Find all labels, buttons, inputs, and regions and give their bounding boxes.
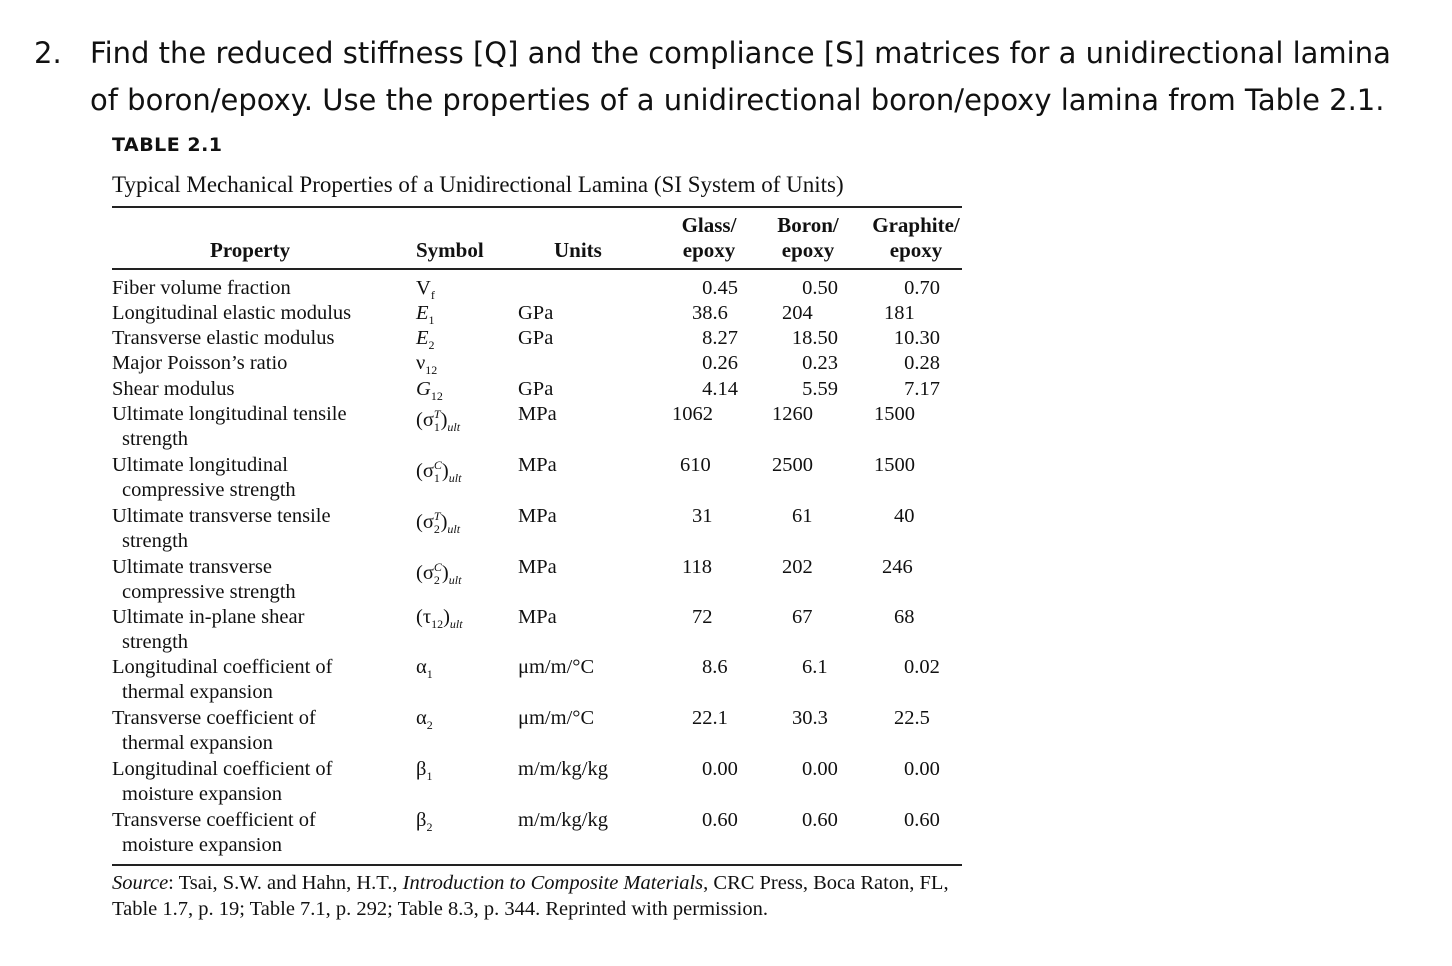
- symbol-cell: $\beta_1$: [416, 758, 433, 784]
- table-label: TABLE 2.1: [112, 134, 223, 156]
- property-cell: Fiber volume fraction: [112, 277, 291, 299]
- boron-value: 67: [792, 606, 813, 628]
- units-cell: MPa: [518, 606, 557, 628]
- property-cell: Longitudinal coefficient of moisture expansion: [112, 758, 333, 806]
- boron-value: 2500: [772, 454, 813, 476]
- header-glass-line1: Glass/: [681, 213, 737, 237]
- glass-value: 118: [682, 556, 712, 578]
- glass-value: 0.45: [702, 277, 738, 299]
- property-cell: Ultimate transverse compressive strength: [112, 556, 296, 604]
- property-cell: Longitudinal coefficient of thermal expansion: [112, 656, 333, 704]
- graphite-value: 246: [882, 556, 913, 578]
- symbol-cell: $\beta_2$: [416, 809, 433, 835]
- property-cell: Transverse elastic modulus: [112, 327, 335, 349]
- units-cell: MPa: [518, 403, 557, 425]
- graphite-value: 40: [894, 505, 915, 527]
- top-rule: [112, 206, 962, 208]
- property-cell: Ultimate in-plane shear strength: [112, 606, 305, 654]
- graphite-value: 0.28: [904, 352, 940, 374]
- problem-number: 2.: [34, 36, 62, 70]
- symbol-cell: $V_f$: [416, 277, 435, 303]
- glass-value: 0.26: [702, 352, 738, 374]
- glass-value: 4.14: [702, 378, 738, 400]
- table-source-note: Source: Tsai, S.W. and Hahn, H.T., Introduction to Composite Materials, CRC Press, Boca Raton, FL, Table 1.7, p. 19; Table 7.1, p. 292; Table 8.3, p. 344. Reprinted with permission.: [112, 872, 949, 920]
- problem-text: Find the reduced stiffness [Q] and the compliance [S] matrices for a unidirectional lamina of boron/epoxy. Use the properties of a unidirectional boron/epoxy lamina from Table 2.1.: [90, 36, 1391, 117]
- property-cell: Ultimate transverse tensile strength: [112, 505, 331, 553]
- graphite-value: 10.30: [893, 327, 940, 349]
- property-cell: Longitudinal elastic modulus: [112, 302, 352, 324]
- units-cell: m/m/kg/kg: [518, 758, 608, 780]
- header-symbol: Symbol: [416, 238, 484, 262]
- table-caption: Typical Mechanical Properties of a Unidirectional Lamina (SI System of Units): [112, 172, 844, 197]
- glass-value: 610: [680, 454, 711, 476]
- boron-value: 0.00: [802, 758, 838, 780]
- boron-value: 0.60: [802, 809, 838, 831]
- symbol-cell: $\alpha_1$: [416, 656, 433, 682]
- symbol-cell: $(\sigma_2^C)_{ult}$: [416, 560, 462, 587]
- boron-value: 204: [782, 302, 813, 324]
- glass-value: 0.60: [702, 809, 738, 831]
- boron-value: 0.50: [802, 277, 838, 299]
- boron-value: 5.59: [802, 378, 838, 400]
- units-cell: m/m/kg/kg: [518, 809, 608, 831]
- symbol-cell: $(\sigma_1^C)_{ult}$: [416, 458, 462, 485]
- glass-value: 72: [692, 606, 713, 628]
- units-cell: MPa: [518, 556, 557, 578]
- symbol-cell: $(\tau_{12})_{ult}$: [416, 606, 463, 632]
- boron-value: 61: [792, 505, 813, 527]
- header-rule: [112, 268, 962, 270]
- boron-value: 30.3: [792, 707, 828, 729]
- property-cell: Major Poisson’s ratio: [112, 352, 288, 374]
- graphite-value: 1500: [874, 454, 915, 476]
- property-cell: Shear modulus: [112, 378, 235, 400]
- graphite-value: 0.70: [904, 277, 940, 299]
- boron-value: 1260: [772, 403, 813, 425]
- glass-value: 1062: [672, 403, 713, 425]
- symbol-cell: $(\sigma_1^T)_{ult}$: [416, 407, 461, 434]
- header-graphite-line1: Graphite/: [872, 213, 960, 237]
- glass-value: 0.00: [702, 758, 738, 780]
- glass-value: 8.27: [702, 327, 738, 349]
- graphite-value: 22.5: [894, 707, 930, 729]
- graphite-value: 7.17: [904, 378, 940, 400]
- header-units: Units: [554, 238, 602, 262]
- graphite-value: 0.02: [904, 656, 940, 678]
- header-boron-line1: Boron/: [777, 213, 839, 237]
- units-cell: GPa: [518, 302, 554, 324]
- header-boron-line2: epoxy: [781, 238, 835, 262]
- boron-value: 202: [782, 556, 813, 578]
- graphite-value: 68: [894, 606, 915, 628]
- header-glass-line2: epoxy: [682, 238, 736, 262]
- glass-value: 22.1: [692, 707, 728, 729]
- property-cell: Transverse coefficient of moisture expansion: [112, 809, 316, 857]
- units-cell: μm/m/°C: [518, 656, 595, 678]
- symbol-cell: $\nu_{12}$: [416, 352, 438, 378]
- symbol-cell: $E_2$: [416, 327, 435, 353]
- header-graphite-line2: epoxy: [889, 238, 943, 262]
- boron-value: 6.1: [802, 656, 828, 678]
- symbol-cell: $E_1$: [416, 302, 435, 328]
- graphite-value: 0.60: [904, 809, 940, 831]
- bottom-rule: [112, 864, 962, 866]
- symbol-cell: $\alpha_2$: [416, 707, 433, 733]
- glass-value: 38.6: [692, 302, 728, 324]
- units-cell: μm/m/°C: [518, 707, 595, 729]
- graphite-value: 1500: [874, 403, 915, 425]
- glass-value: 31: [692, 505, 713, 527]
- units-cell: GPa: [518, 327, 554, 349]
- units-cell: MPa: [518, 454, 557, 476]
- boron-value: 0.23: [802, 352, 838, 374]
- symbol-cell: $G_{12}$: [416, 378, 443, 404]
- units-cell: MPa: [518, 505, 557, 527]
- property-cell: Ultimate longitudinal tensile strength: [112, 403, 347, 451]
- boron-value: 18.50: [791, 327, 838, 349]
- table-image: [90, 128, 988, 934]
- header-property: Property: [210, 238, 291, 262]
- symbol-cell: $(\sigma_2^T)_{ult}$: [416, 509, 461, 536]
- property-cell: Ultimate longitudinal compressive strength: [112, 454, 296, 502]
- graphite-value: 0.00: [904, 758, 940, 780]
- glass-value: 8.6: [702, 656, 728, 678]
- property-cell: Transverse coefficient of thermal expansion: [112, 707, 316, 755]
- units-cell: GPa: [518, 378, 554, 400]
- graphite-value: 181: [884, 302, 915, 324]
